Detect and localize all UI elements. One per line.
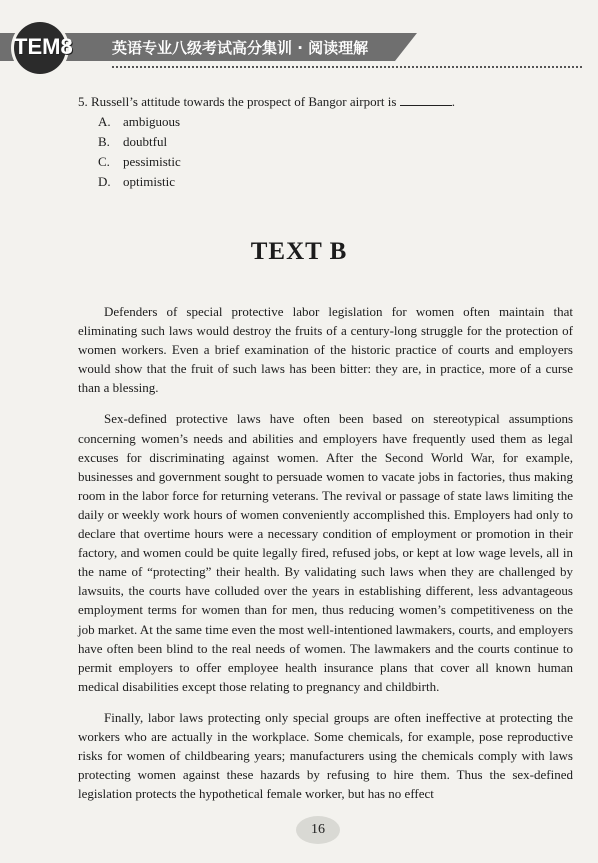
option-letter: D. — [98, 174, 111, 189]
header-band-edge — [395, 33, 417, 61]
option-d — [78, 172, 455, 192]
option-b — [78, 132, 455, 152]
option-text: pessimistic — [123, 154, 181, 169]
option-text: doubtful — [123, 134, 168, 149]
question-5 — [78, 92, 455, 192]
option-letter: A. — [98, 114, 111, 129]
tem8-logo: TEM8 — [14, 34, 73, 59]
option-letter: C. — [98, 154, 110, 169]
question-stem-text: 5. Russell’s attitude towards the prospect of Bangor airport is — [78, 94, 397, 109]
question-stem — [78, 92, 455, 112]
answer-blank — [400, 93, 452, 106]
option-text: optimistic — [123, 174, 175, 189]
option-letter: B. — [98, 134, 110, 149]
paragraph: Defenders of special protective labor legislation for women often maintain that eliminating such laws would destroy the fruits of a century-long struggle for the protection of women workers. Even a brief examination of the historic practice of courts and employers would show that the fruit of such laws has been bitter: they are, in practice, more of a curse than a blessing. — [78, 304, 573, 396]
option-c — [78, 152, 455, 172]
question-stem-end: . — [451, 94, 455, 109]
option-text: ambiguous — [123, 114, 181, 129]
passage-text — [78, 302, 573, 815]
section-heading: TEXT B — [250, 238, 348, 265]
paragraph: Finally, labor laws protecting only special groups are often ineffective at protecting the workers who are actually in the workplace. Some chemicals, for example, pose reproductive risks for women of childbearing years; manufacturers using the chemicals comply with laws protecting women against these hazards by refusing to hire them. Thus the sex-defined legislation protects the hypothetical female worker, but has no effect — [78, 709, 573, 802]
paragraph: Sex-defined protective laws have often been based on stereotypical assumptions concerning women’s needs and abilities and employers have frequently used them as legal excuses for discriminating against women. After the Second World War, for example, businesses and government sought to persuade women to vacate jobs in factories, thus making room in the labor force for returning veterans. The revival or passage of state laws limiting the daily or weekly work hours of women conveniently accomplished this. Employers had only to declare that overtime hours were a necessary condition of employment or promotion in their factory, and women could be quite legally fired, refused jobs, or kept at low wage levels, all in the name of “protecting” their health. By validating such laws when they are challenged by lawsuits, the courts have colluded over the years in establishing different, less advantageous employment terms for women than for men, thus reducing women’s competitiveness on the job market. At the same time even the most well-intentioned lawmakers, courts, and employers have often been blind to the real needs of women. The lawmakers and the courts continue to permit employers to offer employee health insurance plans that cover all known human medical disabilities except those relating to pregnancy and childbirth. — [78, 411, 573, 694]
book-title: 英语专业八级考试高分集训 · 阅读理解 — [112, 39, 369, 57]
page-header — [0, 0, 598, 78]
option-a — [78, 112, 455, 132]
header-dotted-rule — [112, 66, 582, 68]
page-number: 16 — [296, 816, 340, 844]
